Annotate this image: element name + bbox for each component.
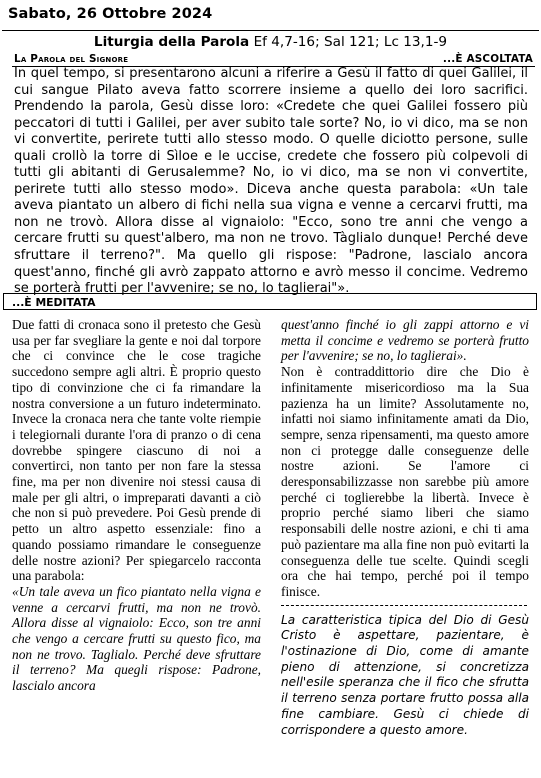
liturgy-header bbox=[0, 34, 541, 50]
section-label-ascoltata: ...È ASCOLTATA bbox=[442, 53, 533, 65]
meditata-header-box bbox=[3, 293, 537, 310]
meditation-column-right bbox=[281, 317, 529, 738]
date-divider bbox=[2, 30, 539, 31]
date-line: Sabato, 26 Ottobre 2024 bbox=[8, 6, 213, 22]
liturgy-title: Liturgia della Parola bbox=[93, 34, 250, 50]
closing-reflection: La caratteristica tipica del Dio di Gesù Cristo è aspettare, pazientare, è l'ostinazione di Dio, come di amante pieno di attenzione, si concretizza nell'esile speranza che il fico che sfrutta il terreno senza portare frutto possa alla fine cambiare. Gesù ci chiede di corrispondere a questo amore. bbox=[281, 612, 529, 737]
meditation-paragraph: Non è contraddittorio dire che Dio è infinitamente misericordioso ma la Sua pazienza ha un limite? Assolutamente no, infatti noi siamo infinitamente amati da Dio, sempre, senza ripensamenti, ma questo amore non ci protegge dalle conseguenze delle nostre azioni. Se l'amore ci deresponsabilizzasse non sarebbe più amore perché ci toglierebbe la libertà. Invece è proprio perché siamo liberi che siamo responsabili delle nostre azioni, e chi ti ama può pazientare ma alla fine non può evitarti la conseguenza delle tue scelte. Quindi scegli ora che hai tempo, perché poi il tempo finisce. bbox=[281, 364, 529, 599]
dashed-divider bbox=[281, 605, 527, 606]
parable-quote: «Un tale aveva un fico piantato nella vigna e venne a cercarvi frutti, ma non ne trovò. Allora disse al vignaiolo: Ecco, son tre anni che vengo a cercare frutti su questo fico, ma non ne trovo. Taglialo. Perché deve sfruttare il terreno? Ma quegli rispose: Padrone, lascialo ancora bbox=[12, 583, 261, 694]
meditation-column-left bbox=[12, 317, 261, 694]
section-label-meditata: ...È MEDITATA bbox=[12, 296, 96, 309]
section-label-parola: La Parola del Signore bbox=[14, 53, 129, 65]
gospel-passage: In quel tempo, si presentarono alcuni a riferire a Gesù il fatto di quei Galilei, il cui sangue Pilato aveva fatto scorrere insieme a quello dei loro sacrifici. Prendendo la parola, Gesù disse loro: «Credete che quei Galilei fossero più peccatori di tutti i Galilei, per aver subito tale sorte? No, io vi dico, ma se non vi convertite, perirete tutti allo stesso modo. O quelle diciotto persone, sulle quali crollò la torre di Sìloe e le uccise, credete che fossero più colpevoli di tutti gli abitanti di Gerusalemme? No, io vi dico, ma se non vi convertite, perirete tutti allo stesso modo». Diceva anche questa parabola: «Un tale aveva piantato un albero di fichi nella sua vigna e venne a cercarvi frutti, ma non ne trovò. Allora disse al vignaiolo: "Ecco, sono tre anni che vengo a cercare frutti su quest'albero, ma non ne trovo. Tàglialo dunque! Perché deve sfruttare il terreno?". Ma quello gli rispose: "Padrone, lascialo ancora quest'anno, finché gli avrò zappato attorno e avrò messo il concime. Vedremo se porterà frutti per l'avvenire; se no, lo taglierai"». bbox=[14, 66, 528, 297]
parable-quote-continued: quest'anno finché io gli zappi attorno e vi metta il concime e vedremo se porterà frutto per l'avvenire; se no, lo taglierai». bbox=[281, 317, 529, 364]
meditation-paragraph: Due fatti di cronaca sono il pretesto che Gesù usa per far svegliare la gente e noi dal torpore che ci convince che le cose tragiche succedono sempre agli altri. È proprio questo tipo di convinzione che ci fa rimandare la nostra conversione a un futuro indeterminato. Invece la cronaca nera che tante volte riempie i telegiornali durante l'ora di pranzo o di cena dovrebbe spingere ciascuno di noi a convertirci, non tanto per non fare la stessa fine, ma per non divenire noi stessi causa di male per gli altri, o impreparati davanti a ciò che non si può prevedere. Poi Gesù prende di petto un altro aspetto essenziale: fino a quando possiamo rimandare le conseguenze delle nostre azioni? Per spiegarcelo racconta una parabola: bbox=[12, 317, 261, 584]
readings-references: Ef 4,7-16; Sal 121; Lc 13,1-9 bbox=[253, 34, 448, 50]
